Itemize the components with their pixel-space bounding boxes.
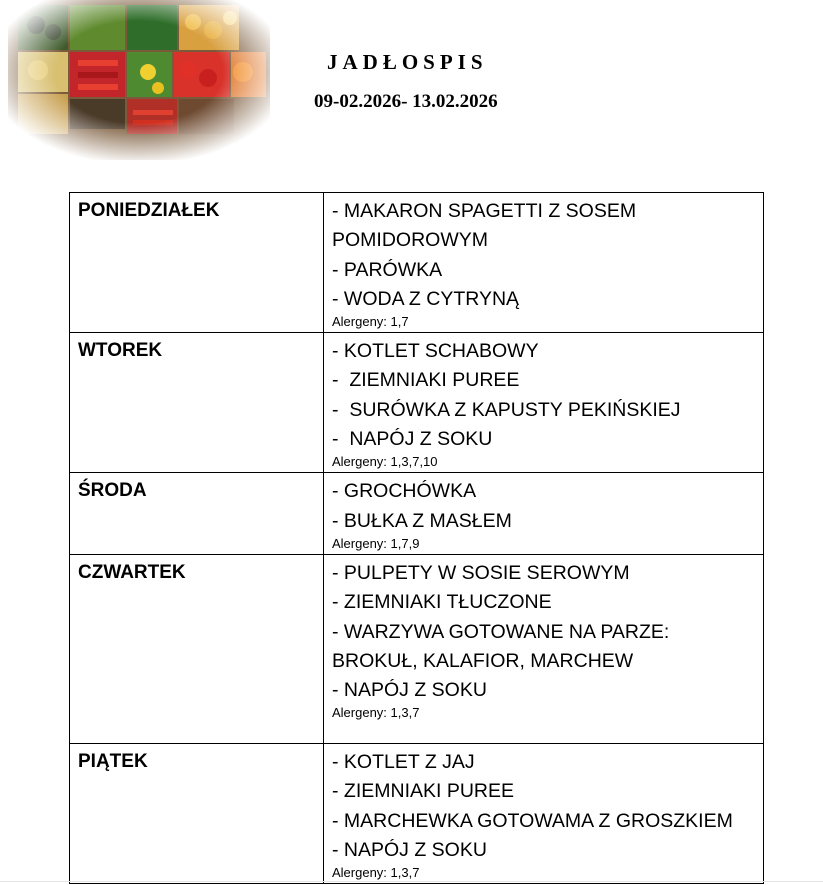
allergens-note: Alergeny: 1,7 bbox=[332, 314, 409, 330]
dishes-cell bbox=[324, 743, 764, 883]
dishes-cell bbox=[324, 473, 764, 555]
table-row bbox=[70, 473, 764, 555]
dish-item: - ZIEMNIAKI TŁUCZONE bbox=[332, 591, 552, 614]
dishes-cell bbox=[324, 333, 764, 473]
allergens-note: Alergeny: 1,3,7 bbox=[332, 705, 420, 721]
dish-item: - ZIEMNIAKI PUREE bbox=[332, 369, 520, 392]
dish-item: - MAKARON SPAGETTI Z SOSEM POMIDOROWYM bbox=[332, 200, 642, 252]
menu-table bbox=[69, 192, 764, 884]
dish-item: - BUŁKA Z MASŁEM bbox=[332, 509, 512, 532]
dish-item: - KOTLET Z JAJ bbox=[332, 750, 475, 773]
table-row bbox=[70, 554, 764, 743]
dish-item: - WARZYWA GOTOWANE NA PARZE: BROKUŁ, KALAFIOR, MARCHEW bbox=[332, 620, 675, 672]
dish-item: - WODA Z CYTRYNĄ bbox=[332, 287, 520, 310]
date-range: 09-02.2026- 13.02.2026 bbox=[314, 91, 498, 112]
allergens-note: Alergeny: 1,7,9 bbox=[332, 535, 420, 551]
table-row bbox=[70, 193, 764, 333]
allergens-note: Alergeny: 1,3,7 bbox=[332, 865, 420, 881]
day-name: PIĄTEK bbox=[70, 743, 324, 883]
dishes-cell bbox=[324, 554, 764, 743]
day-name: ŚRODA bbox=[70, 473, 324, 555]
dish-item: - NAPÓJ Z SOKU bbox=[332, 428, 493, 451]
page-divider bbox=[0, 881, 823, 882]
dish-item: - NAPÓJ Z SOKU bbox=[332, 838, 487, 861]
day-name: PONIEDZIAŁEK bbox=[70, 193, 324, 333]
dish-item: - PULPETY W SOSIE SEROWYM bbox=[332, 561, 630, 584]
allergens-note: Alergeny: 1,3,7,10 bbox=[332, 454, 438, 470]
dish-item: - NAPÓJ Z SOKU bbox=[332, 679, 487, 702]
day-name: WTOREK bbox=[70, 333, 324, 473]
dish-item: - PARÓWKA bbox=[332, 258, 443, 281]
dish-item: - KOTLET SCHABOWY bbox=[332, 340, 539, 363]
dishes-cell bbox=[324, 193, 764, 333]
page-title: JADŁOSPIS bbox=[327, 50, 488, 74]
day-name: CZWARTEK bbox=[70, 554, 324, 743]
vegetables-photo bbox=[8, 0, 270, 160]
table-row bbox=[70, 743, 764, 883]
dish-item: - SURÓWKA Z KAPUSTY PEKIŃSKIEJ bbox=[332, 398, 681, 421]
dish-item: - ZIEMNIAKI PUREE bbox=[332, 780, 515, 803]
dish-item: - GROCHÓWKA bbox=[332, 480, 477, 503]
dish-item: - MARCHEWKA GOTOWAMA Z GROSZKIEM bbox=[332, 809, 733, 832]
table-row bbox=[70, 333, 764, 473]
